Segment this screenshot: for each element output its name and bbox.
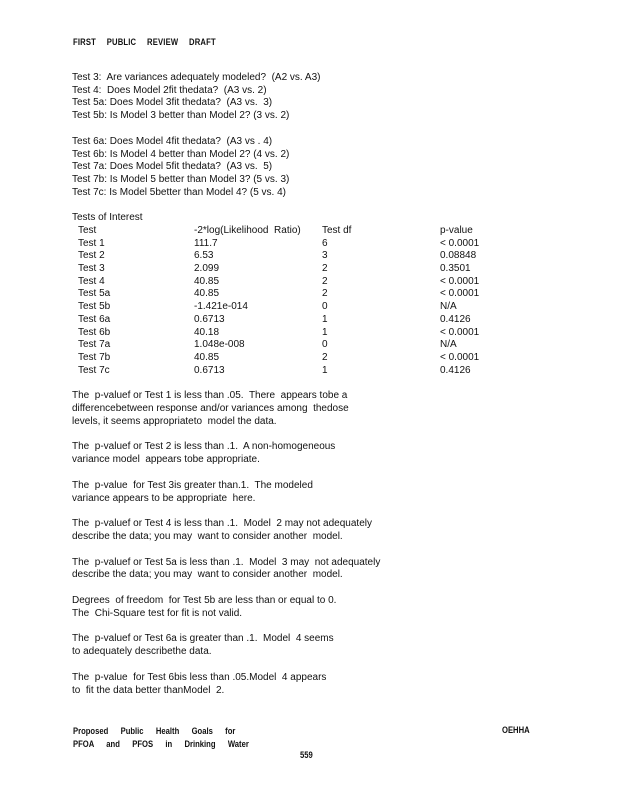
table-row xyxy=(72,314,542,327)
table-row xyxy=(72,263,542,276)
footer-line: PFOA and PFOS in Drinking Water xyxy=(73,738,249,749)
table-cell: 0 xyxy=(322,301,328,313)
table-cell: < 0.0001 xyxy=(440,326,480,338)
interpretation-paragraph xyxy=(72,480,542,505)
table-cell: N/A xyxy=(440,301,457,313)
table-cell: 1.048e-008 xyxy=(194,339,245,351)
table-row xyxy=(72,365,542,378)
table-title: Tests of Interest xyxy=(72,212,143,224)
table-cell: -1.421e-014 xyxy=(194,301,248,313)
interpretation-paragraph xyxy=(72,595,542,620)
paragraph-line: describe the data; you may want to consider another model. xyxy=(72,530,343,542)
paragraph-line: describe the data; you may want to consider another model. xyxy=(72,569,343,581)
table-cell: N/A xyxy=(440,339,457,351)
table-cell: < 0.0001 xyxy=(440,351,480,363)
paragraph-line: to fit the data better thanModel 2. xyxy=(72,684,225,696)
test-description: Test 4: Does Model 2fit thedata? (A3 vs. 2) xyxy=(72,84,267,96)
table-cell: Test 2 xyxy=(78,250,105,262)
table-cell: 2 xyxy=(322,288,328,300)
table-cell: 2 xyxy=(322,275,328,287)
paragraph-line: The p-valuef or Test 6a is greater than .1. Model 4 seems xyxy=(72,633,334,645)
column-header: Test xyxy=(78,225,97,237)
test-description: Test 7c: Is Model 5better than Model 4? (5 vs. 4) xyxy=(72,186,286,198)
table-cell: Test 3 xyxy=(78,263,105,275)
paragraph-line: The p-valuef or Test 2 is less than .1. A non-homogeneous xyxy=(72,441,336,453)
test-description: Test 5a: Does Model 3fit thedata? (A3 vs. 3) xyxy=(72,97,273,109)
table-cell: 0.6713 xyxy=(194,364,225,376)
table-cell: 0.4126 xyxy=(440,313,471,325)
table-cell: Test 6b xyxy=(78,326,111,338)
table-cell: 40.85 xyxy=(194,351,220,363)
paragraph-line: The p-valuef or Test 4 is less than .1. Model 2 may not adequately xyxy=(72,518,372,530)
column-header: p-value xyxy=(440,225,473,237)
table-cell: 2 xyxy=(322,263,328,275)
table-cell: 0.08848 xyxy=(440,250,477,262)
interpretation-paragraphs xyxy=(72,390,542,697)
table-row xyxy=(72,339,542,352)
table-cell: 1 xyxy=(322,364,328,376)
interpretation-paragraph xyxy=(72,557,542,582)
paragraph-line: The Chi-Square test for fit is not valid. xyxy=(72,607,243,619)
table-cell: Test 6a xyxy=(78,313,111,325)
table-cell: 3 xyxy=(322,250,328,262)
footer-title xyxy=(73,725,249,750)
table-cell: 2 xyxy=(322,351,328,363)
table-cell: < 0.0001 xyxy=(440,288,480,300)
paragraph-line: The p-value for Test 6bis less than .05.Model 4 appears xyxy=(72,671,327,683)
table-cell: 0.4126 xyxy=(440,364,471,376)
interpretation-paragraph xyxy=(72,633,542,658)
table-cell: 6 xyxy=(322,237,328,249)
test-description: Test 3: Are variances adequately modeled? (A2 vs. A3) xyxy=(72,72,321,83)
table-cell: 6.53 xyxy=(194,250,214,262)
table-cell: Test 4 xyxy=(78,275,105,287)
interpretation-paragraph xyxy=(72,390,542,428)
agency-name: OEHHA xyxy=(502,725,530,735)
interpretation-paragraph xyxy=(72,518,542,543)
table-row xyxy=(72,301,542,314)
test-description: Test 7b: Is Model 5 better than Model 3? (5 vs. 3) xyxy=(72,173,290,185)
table-cell: 0.6713 xyxy=(194,313,225,325)
table-cell: 111.7 xyxy=(194,237,218,249)
interpretation-paragraph xyxy=(72,441,542,466)
table-cell: 40.85 xyxy=(194,288,220,300)
table-row xyxy=(72,250,542,263)
test-description: Test 6a: Does Model 4fit thedata? (A3 vs . 4) xyxy=(72,135,273,147)
tests-list-1 xyxy=(72,72,542,123)
table-row xyxy=(72,327,542,340)
table-cell: 0.3501 xyxy=(440,263,471,275)
table-cell: Test 7c xyxy=(78,364,110,376)
paragraph-line: The p-valuef or Test 1 is less than .05. There appears tobe a xyxy=(72,390,348,402)
paragraph-line: differencebetween response and/or variances among thedose xyxy=(72,402,349,414)
table-cell: Test 5b xyxy=(78,301,111,313)
table-cell: 40.18 xyxy=(194,326,220,338)
test-description: Test 7a: Does Model 5fit thedata? (A3 vs. 5) xyxy=(72,161,273,173)
table-row xyxy=(72,352,542,365)
draft-header: FIRST PUBLIC REVIEW DRAFT xyxy=(73,37,216,47)
table-cell: 0 xyxy=(322,339,328,351)
tests-list-2 xyxy=(72,136,542,200)
table-cell: 1 xyxy=(322,313,328,325)
paragraph-line: The p-valuef or Test 5a is less than .1. Model 3 may not adequately xyxy=(72,556,381,568)
test-description: Test 5b: Is Model 3 better than Model 2? (3 vs. 2) xyxy=(72,110,290,122)
paragraph-line: Degrees of freedom for Test 5b are less than or equal to 0. xyxy=(72,595,337,607)
table-cell: Test 7a xyxy=(78,339,111,351)
paragraph-line: levels, it seems appropriateto model the data. xyxy=(72,415,277,427)
table-cell: Test 1 xyxy=(78,237,105,249)
table-row xyxy=(72,238,542,251)
table-cell: < 0.0001 xyxy=(440,275,480,287)
table-row xyxy=(72,288,542,301)
paragraph-line: The p-value for Test 3is greater than.1. The modeled xyxy=(72,479,313,491)
table-cell: < 0.0001 xyxy=(440,237,480,249)
column-header: Test df xyxy=(322,225,352,237)
paragraph-line: variance model appears tobe appropriate. xyxy=(72,454,260,466)
page-number: 559 xyxy=(300,750,313,760)
test-description: Test 6b: Is Model 4 better than Model 2? (4 vs. 2) xyxy=(72,148,290,160)
table-cell: Test 5a xyxy=(78,288,111,300)
tests-table xyxy=(72,225,542,377)
table-cell: 40.85 xyxy=(194,275,220,287)
interpretation-paragraph xyxy=(72,672,542,697)
document-body xyxy=(72,72,542,697)
table-header-row xyxy=(72,225,542,238)
column-header: -2*log(Likelihood Ratio) xyxy=(194,225,301,237)
table-cell: 1 xyxy=(322,326,328,338)
paragraph-line: variance appears to be appropriate here. xyxy=(72,492,256,504)
paragraph-line: to adequately describethe data. xyxy=(72,646,212,658)
footer-line: Proposed Public Health Goals for xyxy=(73,726,236,736)
table-cell: 2.099 xyxy=(194,263,220,275)
table-cell: Test 7b xyxy=(78,351,111,363)
table-row xyxy=(72,276,542,289)
